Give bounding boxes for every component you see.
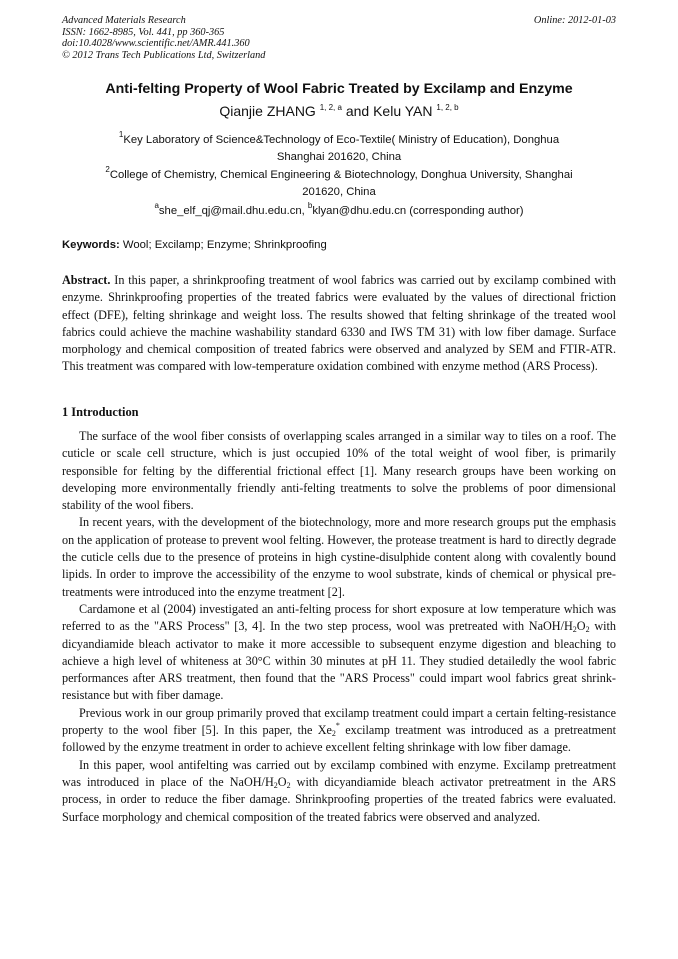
affiliation-2-line-1: College of Chemistry, Chemical Engineering & Biotechnology, Donghua University, Shanghai <box>109 169 573 181</box>
author-2-affiliation: 1, 2, b <box>436 103 459 112</box>
journal-header <box>62 15 616 61</box>
affiliation-1-ampersand: & <box>255 134 264 146</box>
email-b-marker: b <box>307 201 313 210</box>
intro-p3-part-b: O <box>576 619 586 634</box>
paper-title: Anti-felting Property of Wool Fabric Treated by Excilamp and Enzyme <box>105 81 573 97</box>
intro-p4-sub: 2 <box>331 729 336 739</box>
affiliation-1 <box>62 132 616 166</box>
keywords-text: Wool; Excilamp; Enzyme; Shrinkproofing <box>119 239 327 251</box>
intro-p3-part-a: Cardamone et al (2004) investigated an anti-felting process for short exposure at low temperature which was referred to as the "ARS Process" [3, 4]. In the two step process, wool was pretreated with NaOH/H <box>62 601 616 634</box>
intro-p4-part-a: Previous work in our group primarily proved that excilamp treatment could impart a certain felting-resistance property to the wool fiber [5]. In this paper, the Xe <box>62 705 616 738</box>
intro-p5-sub-1: 2 <box>273 780 278 790</box>
intro-paragraph-4 <box>62 705 616 757</box>
intro-p5-sub-2: 2 <box>286 780 291 790</box>
author-emails <box>62 201 616 217</box>
introduction-body <box>62 428 616 826</box>
email-a-marker: a <box>154 201 159 210</box>
affiliation-1-line-1a: Key Laboratory of Science <box>123 134 256 146</box>
affiliation-2-marker: 2 <box>105 165 110 174</box>
intro-p4-sup: * <box>335 721 340 731</box>
author-line <box>62 103 616 119</box>
keywords-label: Keywords: <box>62 239 120 251</box>
keywords <box>62 239 616 251</box>
intro-p5-part-c: with dicyandiamide bleach activator pretreatment in the ARS process, in order to reduce the fiber damage. Shrinkproofing properties of the treated fabrics were evaluated. Surface morphology and chemical composition of the treated fabrics were observed and analyzed. <box>62 774 616 824</box>
abstract <box>62 272 616 376</box>
intro-p4-part-b: excilamp treatment was introduced as a pretreatment followed by the enzyme treatment in order to achieve excellent felting shrinkage with low fiber damage. <box>62 723 616 755</box>
affiliation-1-marker: 1 <box>118 130 124 139</box>
intro-p3-sub-2: 2 <box>585 625 590 635</box>
email-a[interactable]: she_elf_qj@mail.dhu.edu.cn, <box>158 205 308 217</box>
intro-paragraph-1: The surface of the wool fiber consists of overlapping scales arranged in a similar way to tiles on a roof. The cuticle or scale cell structure, which is just occupied 10% of the total weight of wool fiber, is primarily responsible for felting by the differential frictional effect [1]. Many research groups have been working on developing more environmentally friendly anti-felting treatments to solve the problems of poor dimensional stability of the wool fibers. <box>62 429 616 513</box>
intro-p5-part-a: In this paper, wool antifelting was carried out by excilamp combined with enzyme. Excilamp pretreatment was introduced in place of the NaOH/H <box>62 757 616 789</box>
author-conjunction: and <box>345 103 370 119</box>
intro-paragraph-5 <box>62 757 616 826</box>
affiliation-1-line-1b: Technology of Eco-Textile( Ministry of Education), Donghua <box>263 134 560 146</box>
affiliation-2 <box>62 167 616 201</box>
intro-paragraph-2: In recent years, with the development of the biotechnology, more and more research groups put the emphasis on the application of protease to prevent wool felting. However, the protease treatment is hard to directly degrade the cuticle cells due to the presence of proteins in high cystine-disulphide content along with covalently bound lipids. In order to improve the accessibility of the enzyme to wool substrate, kinds of chemical or physical pre-treatments were introduced into the enzyme treatment [2]. <box>62 515 616 599</box>
author-2: Kelu YAN <box>373 103 433 119</box>
intro-p3-sub-1: 2 <box>572 625 577 635</box>
intro-paragraph-3 <box>62 601 616 705</box>
journal-name: Advanced Materials Research <box>62 15 186 26</box>
copyright-line: © 2012 Trans Tech Publications Ltd, Switzerland <box>62 49 266 61</box>
intro-p3-part-c: with dicyandiamide bleach activator to make it more accessible to subsequent enzyme digestion and bleaching to achieve a high level of whiteness at 30°C within 30 minutes at pH 11. They studied detailedly the wool fabric performances after ARS treatment, then found that the "ARS Process" could impart wool fabrics great shrink-resistance but with fiber damage. <box>62 619 616 703</box>
online-date: Online: 2012-01-03 <box>533 15 616 26</box>
affiliation-1-line-2: Shanghai 201620, China <box>276 151 402 163</box>
author-1: Qianjie ZHANG <box>219 103 316 119</box>
abstract-label: Abstract. <box>62 273 111 287</box>
intro-p5-part-b: O <box>277 774 287 789</box>
section-heading-introduction: 1 Introduction <box>62 405 139 419</box>
issn-line: ISSN: 1662-8985, Vol. 441, pp 360-365 <box>62 26 225 38</box>
email-b[interactable]: klyan@dhu.edu.cn (corresponding author) <box>312 205 524 217</box>
doi-line: doi:10.4028/www.scientific.net/AMR.441.360 <box>62 38 250 50</box>
affiliation-2-line-2: 201620, China <box>302 186 376 198</box>
abstract-text: In this paper, a shrinkproofing treatment of wool fabrics was carried out by excilamp combined with enzyme. Shrinkproofing properties of the treated fabrics were evaluated by the values of directional friction effect (DFE), felting shrinkage and weight loss. The results showed that felting shrinkage of the treated wool fabrics could achieve the machine washability standard 6330 and IWS TM 31) with low fiber damage. Surface morphology and chemical composition of treated fabrics were observed and analyzed by SEM and FTIR-ATR. This treatment was compared with low-temperature oxidation combined with enzyme method (ARS Process). <box>62 273 616 374</box>
author-1-affiliation: 1, 2, a <box>319 103 342 112</box>
